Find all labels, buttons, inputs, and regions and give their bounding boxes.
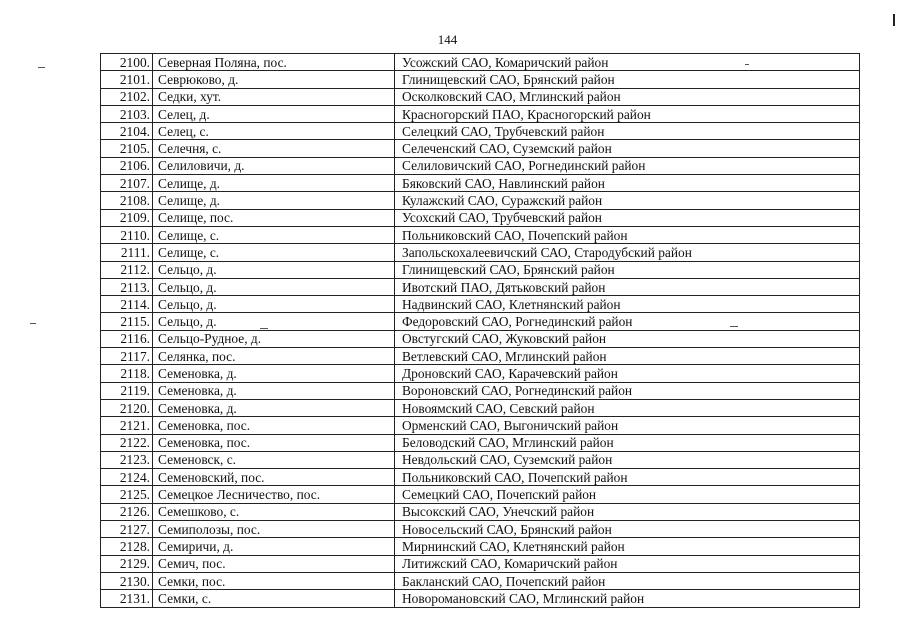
administrative-unit: Орменский САО, Выгоничский район xyxy=(395,417,860,434)
settlement-name: Селище, пос. xyxy=(153,209,395,226)
row-number: 2103. xyxy=(101,105,153,122)
row-number: 2112. xyxy=(101,261,153,278)
settlement-name: Селец, д. xyxy=(153,105,395,122)
administrative-unit: Селеченский САО, Суземский район xyxy=(395,140,860,157)
administrative-unit: Новоромановский САО, Мглинский район xyxy=(395,590,860,607)
row-number: 2125. xyxy=(101,486,153,503)
settlement-name: Селище, с. xyxy=(153,244,395,261)
administrative-unit: Бакланский САО, Почепский район xyxy=(395,572,860,589)
settlement-name: Селище, д. xyxy=(153,192,395,209)
administrative-unit: Глинищевский САО, Брянский район xyxy=(395,71,860,88)
settlement-name: Селище, с. xyxy=(153,226,395,243)
settlement-name: Семки, пос. xyxy=(153,572,395,589)
row-number: 2117. xyxy=(101,348,153,365)
settlement-name: Семиричи, д. xyxy=(153,538,395,555)
table-row xyxy=(101,572,860,589)
table-row xyxy=(101,590,860,607)
table-row xyxy=(101,157,860,174)
table-row xyxy=(101,521,860,538)
settlement-name: Семецкое Лесничество, пос. xyxy=(153,486,395,503)
row-number: 2106. xyxy=(101,157,153,174)
row-number: 2104. xyxy=(101,123,153,140)
table-row xyxy=(101,330,860,347)
settlement-name: Семеновка, д. xyxy=(153,382,395,399)
settlement-name: Семеновка, д. xyxy=(153,365,395,382)
administrative-unit: Литижский САО, Комаричский район xyxy=(395,555,860,572)
row-number: 2116. xyxy=(101,330,153,347)
table-row xyxy=(101,140,860,157)
scan-speck xyxy=(30,323,36,324)
settlement-name: Семеновка, пос. xyxy=(153,434,395,451)
table-row xyxy=(101,486,860,503)
table-row xyxy=(101,244,860,261)
row-number: 2129. xyxy=(101,555,153,572)
row-number: 2101. xyxy=(101,71,153,88)
settlement-name: Сельцо, д. xyxy=(153,261,395,278)
administrative-unit: Беловодский САО, Мглинский район xyxy=(395,434,860,451)
row-number: 2130. xyxy=(101,572,153,589)
table-row xyxy=(101,399,860,416)
table-row xyxy=(101,192,860,209)
table-row xyxy=(101,434,860,451)
settlement-name: Селиловичи, д. xyxy=(153,157,395,174)
row-number: 2100. xyxy=(101,54,153,71)
scan-speck xyxy=(38,67,45,68)
settlement-name: Сельцо-Рудное, д. xyxy=(153,330,395,347)
administrative-unit: Мирнинский САО, Клетнянский район xyxy=(395,538,860,555)
administrative-unit: Невдольский САО, Суземский район xyxy=(395,451,860,468)
settlement-table xyxy=(100,53,860,608)
table-row xyxy=(101,348,860,365)
table-row xyxy=(101,105,860,122)
administrative-unit: Бяковский САО, Навлинский район xyxy=(395,175,860,192)
settlement-name: Семеновка, пос. xyxy=(153,417,395,434)
settlement-name: Семешково, с. xyxy=(153,503,395,520)
administrative-unit: Надвинский САО, Клетнянский район xyxy=(395,296,860,313)
settlement-name: Севрюково, д. xyxy=(153,71,395,88)
table-row xyxy=(101,226,860,243)
row-number: 2121. xyxy=(101,417,153,434)
row-number: 2115. xyxy=(101,313,153,330)
settlement-name: Семеновский, пос. xyxy=(153,469,395,486)
administrative-unit: Дроновский САО, Карачевский район xyxy=(395,365,860,382)
administrative-unit: Польниковский САО, Почепский район xyxy=(395,226,860,243)
table-row xyxy=(101,469,860,486)
row-number: 2126. xyxy=(101,503,153,520)
settlement-name: Семеновка, д. xyxy=(153,399,395,416)
administrative-unit: Ивотский ПАО, Дятьковский район xyxy=(395,278,860,295)
settlement-name: Семиполозы, пос. xyxy=(153,521,395,538)
row-number: 2105. xyxy=(101,140,153,157)
administrative-unit: Новосельский САО, Брянский район xyxy=(395,521,860,538)
table-row xyxy=(101,538,860,555)
scan-edge-mark xyxy=(893,14,895,26)
administrative-unit: Усохский САО, Трубчевский район xyxy=(395,209,860,226)
administrative-unit: Федоровский САО, Рогнединский район xyxy=(395,313,860,330)
administrative-unit: Вороновский САО, Рогнединский район xyxy=(395,382,860,399)
administrative-unit: Новоямский САО, Севский район xyxy=(395,399,860,416)
settlement-name: Сельцо, д. xyxy=(153,278,395,295)
table-row xyxy=(101,88,860,105)
row-number: 2122. xyxy=(101,434,153,451)
table-row xyxy=(101,313,860,330)
row-number: 2128. xyxy=(101,538,153,555)
table-row xyxy=(101,417,860,434)
table-row xyxy=(101,503,860,520)
row-number: 2107. xyxy=(101,175,153,192)
table-row xyxy=(101,71,860,88)
settlement-name: Седки, хут. xyxy=(153,88,395,105)
administrative-unit: Запольскохалеевичский САО, Стародубский район xyxy=(395,244,860,261)
administrative-unit: Осколковский САО, Мглинский район xyxy=(395,88,860,105)
table-row xyxy=(101,296,860,313)
settlement-name: Селец, с. xyxy=(153,123,395,140)
table-row xyxy=(101,123,860,140)
administrative-unit: Глинищевский САО, Брянский район xyxy=(395,261,860,278)
administrative-unit: Овстугский САО, Жуковский район xyxy=(395,330,860,347)
table-row xyxy=(101,209,860,226)
table-row xyxy=(101,278,860,295)
administrative-unit: Селецкий САО, Трубчевский район xyxy=(395,123,860,140)
row-number: 2111. xyxy=(101,244,153,261)
page-number: 144 xyxy=(437,32,458,47)
row-number: 2119. xyxy=(101,382,153,399)
settlement-name: Семки, с. xyxy=(153,590,395,607)
table-row xyxy=(101,261,860,278)
administrative-unit: Высокский САО, Унечский район xyxy=(395,503,860,520)
settlement-name: Селечня, с. xyxy=(153,140,395,157)
settlement-name: Сельцо, д. xyxy=(153,313,395,330)
table-row xyxy=(101,175,860,192)
row-number: 2108. xyxy=(101,192,153,209)
settlement-name: Северная Поляна, пос. xyxy=(153,54,395,71)
administrative-unit: Усожский САО, Комаричский район xyxy=(395,54,860,71)
row-number: 2131. xyxy=(101,590,153,607)
administrative-unit: Семецкий САО, Почепский район xyxy=(395,486,860,503)
row-number: 2124. xyxy=(101,469,153,486)
administrative-unit: Кулажский САО, Суражский район xyxy=(395,192,860,209)
table-row xyxy=(101,451,860,468)
row-number: 2123. xyxy=(101,451,153,468)
row-number: 2120. xyxy=(101,399,153,416)
settlement-name: Семич, пос. xyxy=(153,555,395,572)
settlement-name: Селище, д. xyxy=(153,175,395,192)
row-number: 2113. xyxy=(101,278,153,295)
table-row xyxy=(101,555,860,572)
administrative-unit: Красногорский ПАО, Красногорский район xyxy=(395,105,860,122)
table-row xyxy=(101,382,860,399)
row-number: 2127. xyxy=(101,521,153,538)
settlement-name: Сельцо, д. xyxy=(153,296,395,313)
row-number: 2118. xyxy=(101,365,153,382)
row-number: 2102. xyxy=(101,88,153,105)
table-row xyxy=(101,365,860,382)
row-number: 2109. xyxy=(101,209,153,226)
settlement-name: Семеновск, с. xyxy=(153,451,395,468)
administrative-unit: Селиловичский САО, Рогнединский район xyxy=(395,157,860,174)
settlement-name: Селянка, пос. xyxy=(153,348,395,365)
administrative-unit: Ветлевский САО, Мглинский район xyxy=(395,348,860,365)
table-row xyxy=(101,54,860,71)
settlement-table-body xyxy=(101,54,860,608)
row-number: 2114. xyxy=(101,296,153,313)
row-number: 2110. xyxy=(101,226,153,243)
administrative-unit: Польниковский САО, Почепский район xyxy=(395,469,860,486)
